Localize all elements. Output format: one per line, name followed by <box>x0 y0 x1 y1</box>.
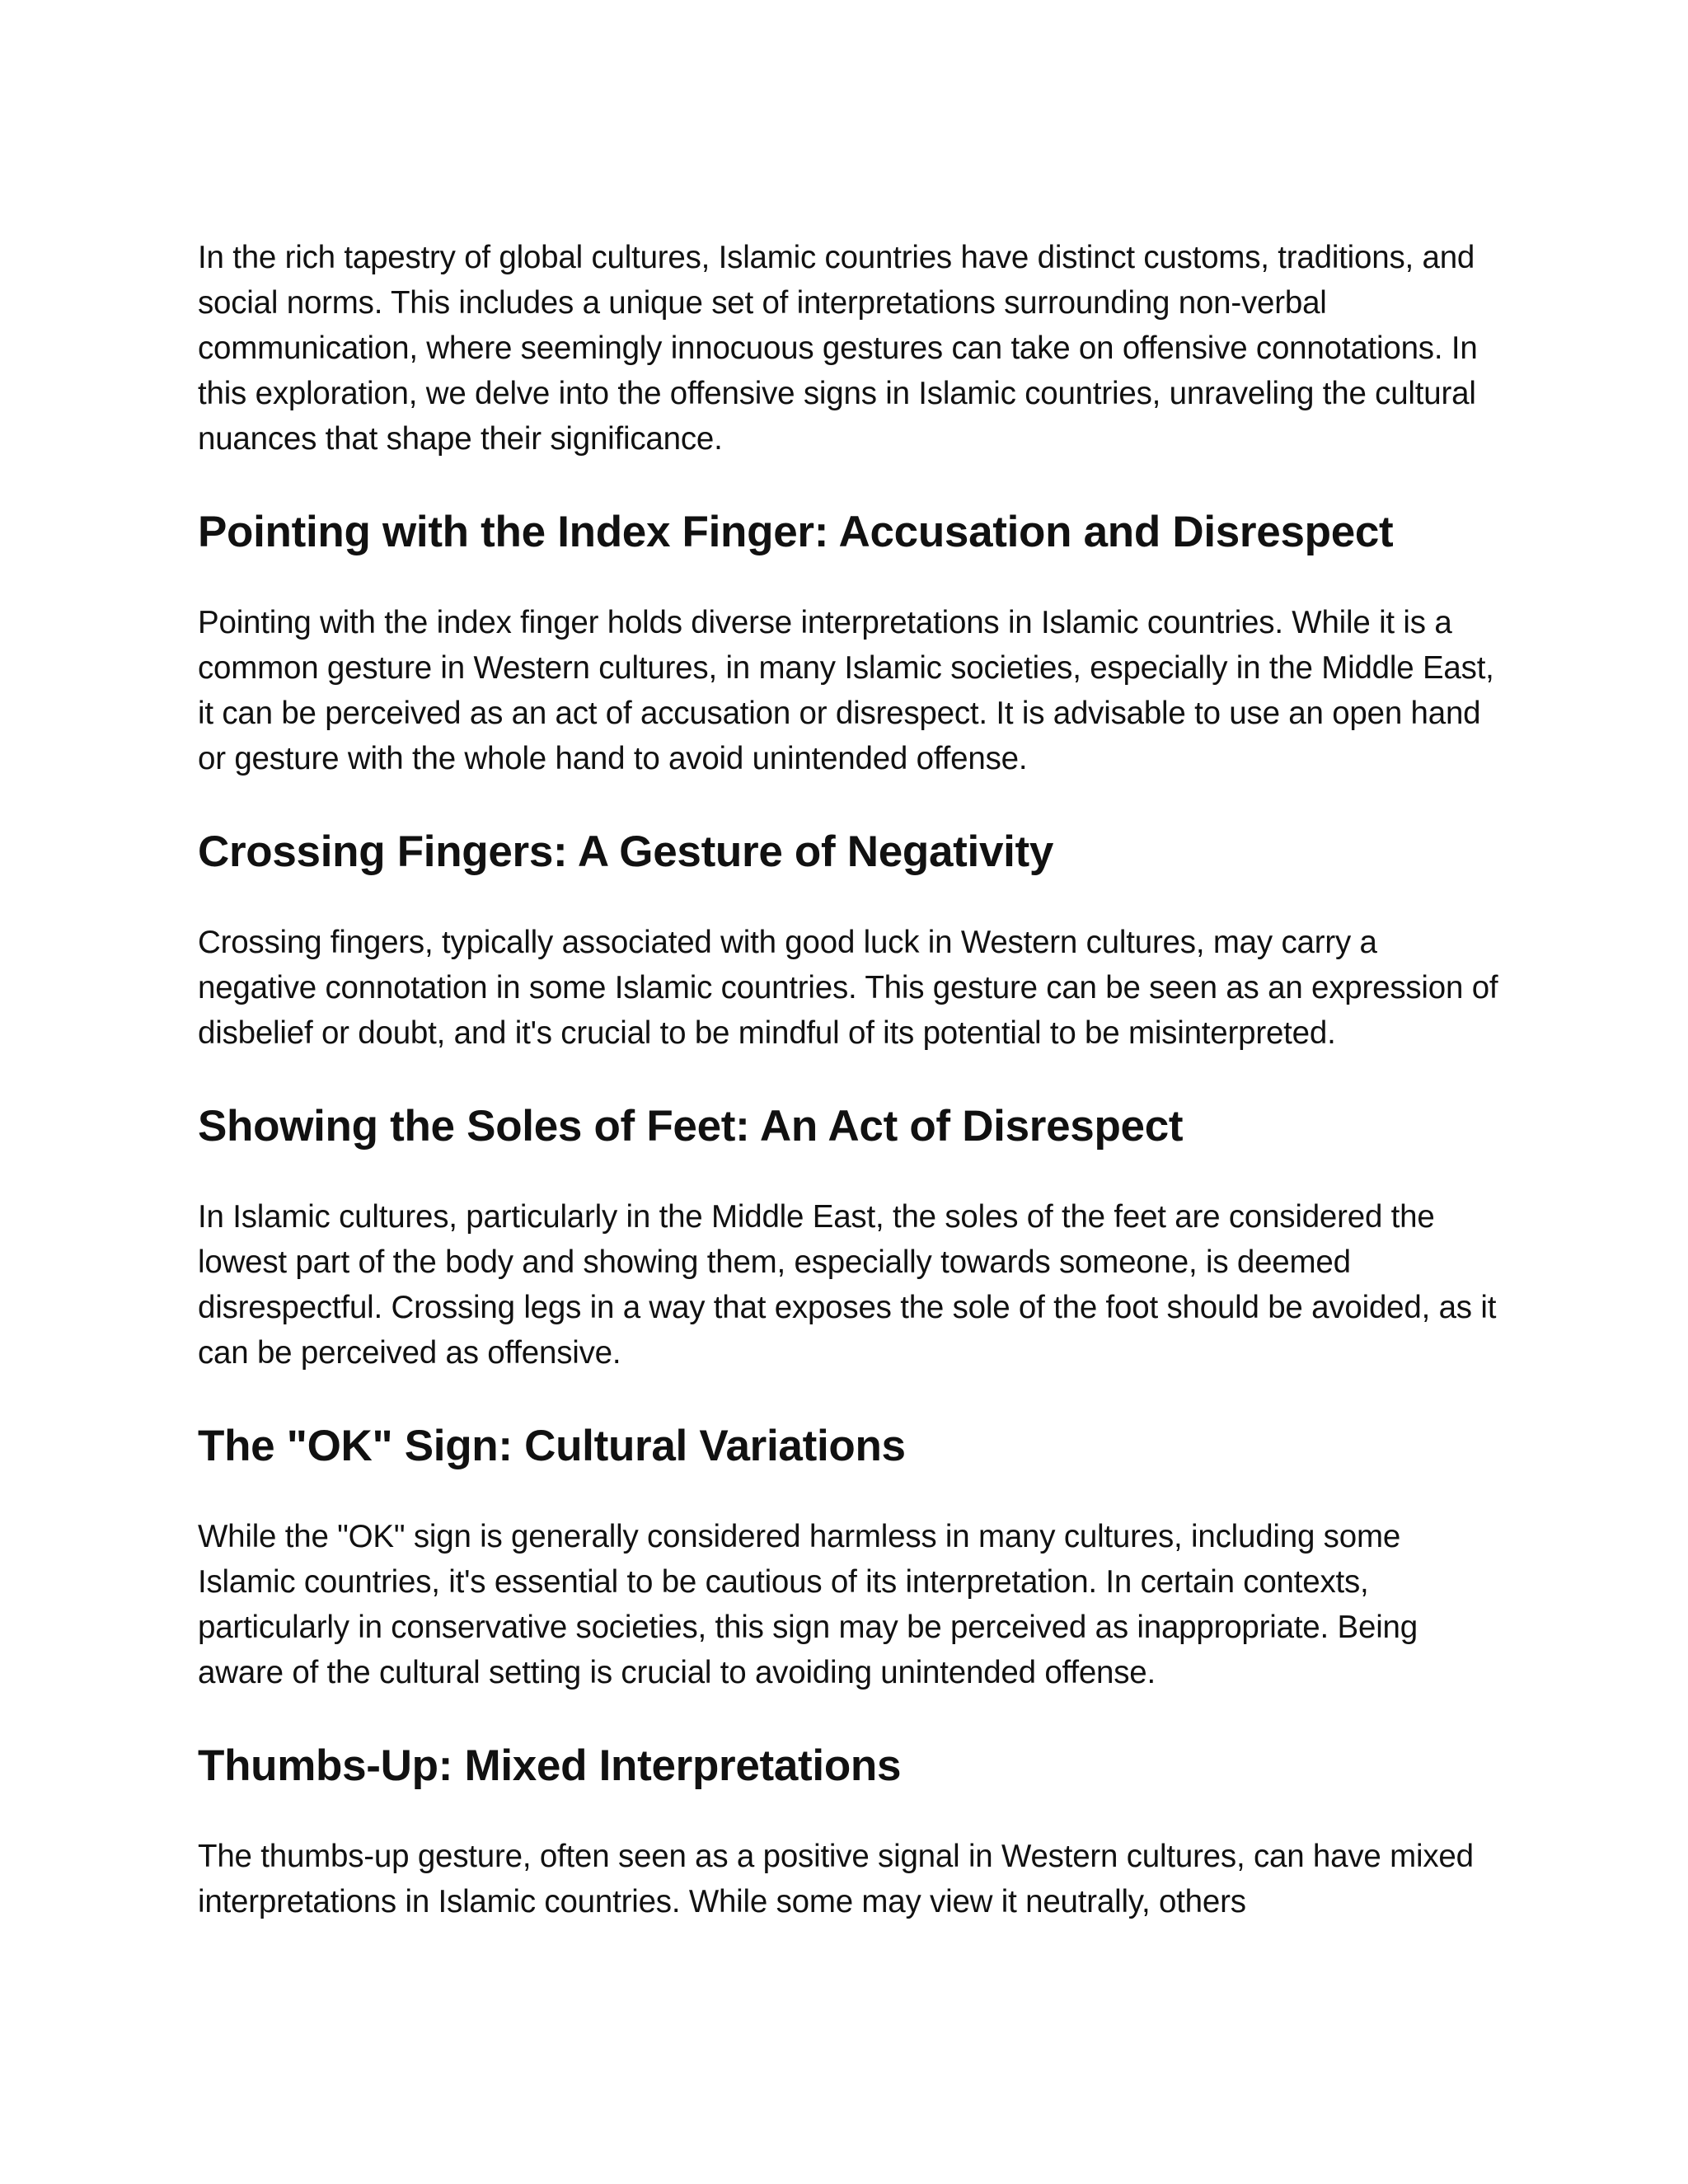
section-body-thumbs-up: The thumbs-up gesture, often seen as a positive signal in Western cultures, can have mixed interpretations in Islamic countries. While some may view it neutrally, others <box>198 1839 1474 1919</box>
section-heading-soles-of-feet: Showing the Soles of Feet: An Act of Disrespect <box>198 1102 1184 1151</box>
section-body-ok-sign: While the "OK" sign is generally considered harmless in many cultures, including some Islamic countries, it's essential to be cautious of its interpretation. In certain contexts, particularly in conservative societies, this sign may be perceived as inappropriate. Being aware of the cultural setting is crucial to avoiding unintended offense. <box>198 1519 1418 1690</box>
document-page <box>198 235 1500 1924</box>
section-heading-thumbs-up: Thumbs-Up: Mixed Interpretations <box>198 1741 902 1790</box>
section-body-soles-of-feet: In Islamic cultures, particularly in the Middle East, the soles of the feet are considered the lowest part of the body and showing them, especially towards someone, is deemed disrespectful. Crossing legs in a way that exposes the sole of the foot should be avoided, as it can be perceived as offensive. <box>198 1199 1497 1371</box>
section-body-pointing: Pointing with the index finger holds diverse interpretations in Islamic countries. While it is a common gesture in Western cultures, in many Islamic societies, especially in the Middle East, it can be perceived as an act of accusation or disrespect. It is advisable to use an open hand or gesture with the whole hand to avoid unintended offense. <box>198 605 1494 776</box>
intro-paragraph: In the rich tapestry of global cultures, Islamic countries have distinct customs, traditions, and social norms. This includes a unique set of interpretations surrounding non-verbal communication, where seemingly innocuous gestures can take on offensive connotations. In this exploration, we delve into the offensive signs in Islamic countries, unraveling the cultural nuances that shape their significance. <box>198 240 1478 457</box>
section-heading-ok-sign: The "OK" Sign: Cultural Variations <box>198 1422 906 1470</box>
section-heading-pointing: Pointing with the Index Finger: Accusation and Disrespect <box>198 508 1394 556</box>
section-body-crossing-fingers: Crossing fingers, typically associated with good luck in Western cultures, may carry a negative connotation in some Islamic countries. This gesture can be seen as an expression of disbelief or doubt, and it's crucial to be mindful of its potential to be misinterpreted. <box>198 925 1498 1051</box>
section-heading-crossing-fingers: Crossing Fingers: A Gesture of Negativity <box>198 827 1054 876</box>
